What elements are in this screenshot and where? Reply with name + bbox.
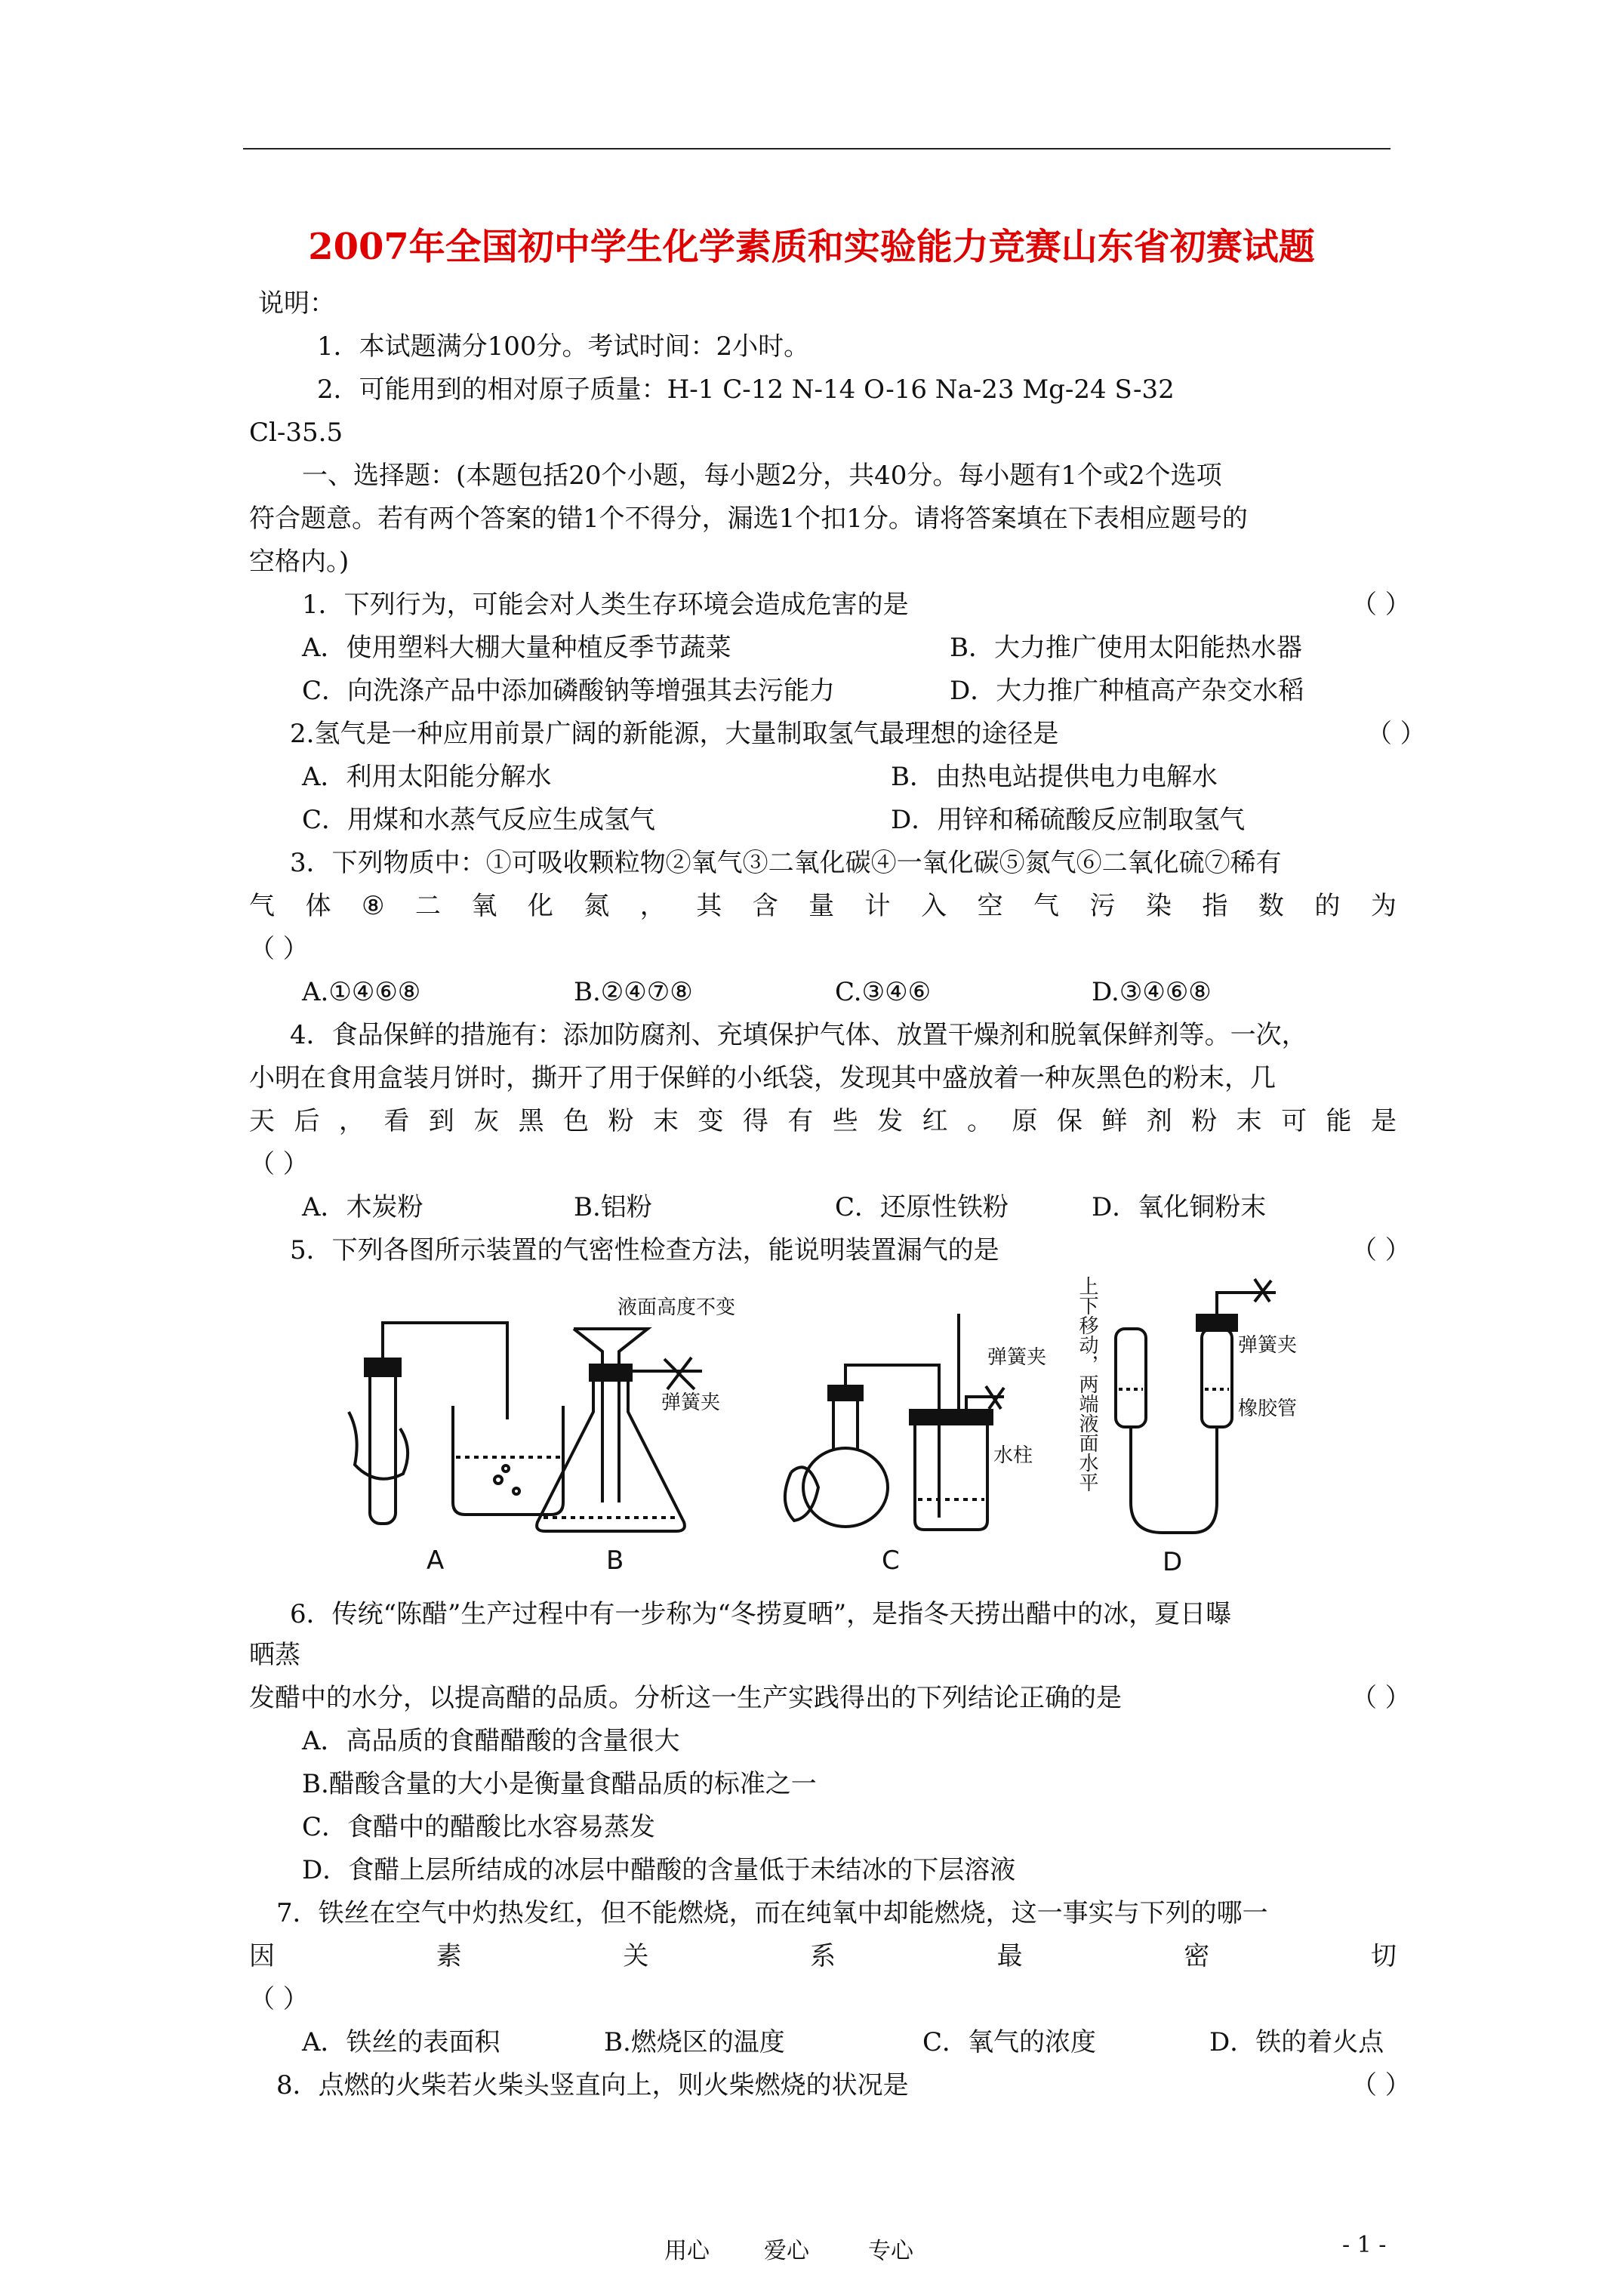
q4-option-d: D．氧化铜粉末: [1092, 1192, 1267, 1222]
q3-stem-cont: 气 体 ⑧ 二 氧 化 氮 ， 其 含 量 计 入 空 气 污 染 指 数 的 为: [249, 891, 1397, 921]
q6-option-b: B.醋酸含量的大小是衡量食醋品质的标准之一: [302, 1769, 817, 1799]
q2-stem: 2.氢气是一种应用前景广阔的新能源，大量制取氢气最理想的途径是: [290, 719, 1059, 749]
q1-option-a: A．使用塑料大棚大量种植反季节蔬菜: [302, 633, 731, 663]
section1-line-3: 空格内。): [249, 547, 350, 577]
q6-option-d: D．食醋上层所结成的冰层中醋酸的含量低于未结冰的下层溶液: [302, 1855, 1016, 1885]
label-spring-clip-b: 弹簧夹: [661, 1391, 721, 1414]
label-water-column: 水柱: [993, 1444, 1033, 1467]
q3-answer-blank: （ ）: [249, 934, 309, 964]
q7-option-c: C．氧气的浓度: [922, 2027, 1097, 2057]
q7-stem: 7．铁丝在空气中灼热发红，但不能燃烧，而在纯氧中却能燃烧，这一事实与下列的哪一: [276, 1898, 1268, 1928]
q3-option-c: C.③④⑥: [835, 977, 932, 1007]
q7-answer-blank: （ ）: [249, 1984, 309, 2014]
footer-motto-3: 专心: [868, 2238, 913, 2264]
q5-stem: 5．下列各图所示装置的气密性检查方法，能说明装置漏气的是: [290, 1235, 999, 1265]
q6-answer-blank: （ ）: [1351, 1683, 1411, 1713]
q1-option-d: D．大力推广种植高产杂交水稻: [950, 676, 1304, 706]
q6-option-a: A．高品质的食醋醋酸的含量很大: [302, 1726, 680, 1756]
page-number: - 1 -: [1342, 2232, 1387, 2258]
q4-stem-line-2: 小明在食用盒装月饼时，撕开了用于保鲜的小纸袋，发现其中盛放着一种灰黑色的粉末，几: [249, 1063, 1276, 1093]
q8-stem: 8．点燃的火柴若火柴头竖直向上，则火柴燃烧的状况是: [276, 2070, 909, 2100]
q2-answer-blank: （ ）: [1366, 719, 1426, 749]
q6-stem-line-3: 发醋中的水分，以提高醋的品质。分析这一生产实践得出的下列结论正确的是: [249, 1683, 1122, 1713]
q7-option-d: D．铁的着火点: [1209, 2027, 1384, 2057]
q7-option-b: B.燃烧区的温度: [604, 2027, 785, 2057]
q4-option-a: A．木炭粉: [302, 1192, 423, 1222]
page-title: 2007年全国初中学生化学素质和实验能力竞赛山东省初赛试题: [308, 226, 1315, 268]
intro-item-2: 2．可能用到的相对原子质量：H-1 C-12 N-14 O-16 Na-23 Mg-24 S-32: [317, 374, 1175, 405]
apparatus-a: [349, 1323, 563, 1524]
q3-option-d: D.③④⑥⑧: [1092, 977, 1212, 1007]
q4-stem-line-3: 天 后 ， 看 到 灰 黑 色 粉 末 变 得 有 些 发 红 。 原 保 鲜 剂 粉 末 可 能 是: [249, 1106, 1397, 1136]
q1-option-b: B．大力推广使用太阳能热水器: [950, 633, 1302, 663]
footer-motto-2: 爱心: [764, 2238, 809, 2264]
q2-option-c: C．用煤和水蒸气反应生成氢气: [302, 805, 656, 835]
figure-caption-b: B: [606, 1546, 624, 1576]
section1-line-2: 符合题意。若有两个答案的错1个不得分，漏选1个扣1分。请将答案填在下表相应题号的: [249, 504, 1248, 534]
q6-option-c: C．食醋中的醋酸比水容易蒸发: [302, 1812, 656, 1842]
q3-stem: 3．下列物质中：①可吸收颗粒物②氧气③二氧化碳④一氧化碳⑤氮气⑥二氧化硫⑦稀有: [290, 848, 1282, 878]
intro-item-1: 1．本试题满分100分。考试时间：2小时。: [317, 331, 810, 362]
label-spring-clip-c: 弹簧夹: [987, 1346, 1047, 1369]
q7-option-a: A．铁丝的表面积: [302, 2027, 500, 2057]
q4-answer-blank: （ ）: [249, 1149, 309, 1179]
q1-answer-blank: （ ）: [1351, 590, 1411, 620]
q6-stem: 6．传统“陈醋”生产过程中有一步称为“冬捞夏晒”，是指冬天捞出醋中的冰，夏日曝: [290, 1599, 1232, 1629]
apparatus-b: [537, 1329, 702, 1531]
label-spring-clip-d: 弹簧夹: [1238, 1334, 1298, 1357]
label-rubber-tube: 橡胶管: [1238, 1398, 1298, 1420]
label-liquid-level-unchanged: 液面高度不变: [617, 1296, 736, 1319]
apparatus-c: [785, 1314, 1004, 1530]
q4-stem: 4．食品保鲜的措施有：添加防腐剂、充填保护气体、放置干燥剂和脱氧保鲜剂等。一次，: [290, 1020, 1307, 1050]
q2-option-a: A．利用太阳能分解水: [302, 762, 552, 792]
q2-option-b: B．由热电站提供电力电解水: [891, 762, 1218, 792]
q6-stem-line-2: 晒蒸: [249, 1640, 300, 1670]
q4-option-c: C．还原性铁粉: [835, 1192, 1009, 1222]
q3-option-b: B.②④⑦⑧: [574, 977, 693, 1007]
footer-motto-1: 用心: [664, 2238, 710, 2264]
q3-option-a: A.①④⑥⑧: [302, 977, 421, 1007]
q1-option-c: C．向洗涤产品中添加磷酸钠等增强其去污能力: [302, 676, 836, 706]
intro-item-2-cont: Cl-35.5: [249, 418, 343, 448]
q7-stem-cont: 因 素 关 系 最 密 切: [249, 1941, 1397, 1971]
intro-heading: 说明：: [258, 288, 335, 319]
section1-line-1: 一、选择题：(本题包括20个小题，每小题2分，共40分。每小题有1个或2个选项: [302, 461, 1222, 491]
q2-option-d: D．用锌和稀硫酸反应制取氢气: [891, 805, 1246, 835]
q4-option-b: B.铝粉: [574, 1192, 652, 1222]
q5-answer-blank: （ ）: [1351, 1235, 1411, 1265]
q8-answer-blank: （ ）: [1351, 2070, 1411, 2100]
figure-caption-d: D: [1163, 1547, 1183, 1577]
q1-stem: 1．下列行为，可能会对人类生存环境会造成危害的是: [302, 590, 909, 620]
figure-caption-c: C: [882, 1546, 900, 1576]
label-move-up-down: 上下移动，两端液面水平: [1076, 1276, 1098, 1492]
figure-caption-a: A: [427, 1546, 445, 1576]
